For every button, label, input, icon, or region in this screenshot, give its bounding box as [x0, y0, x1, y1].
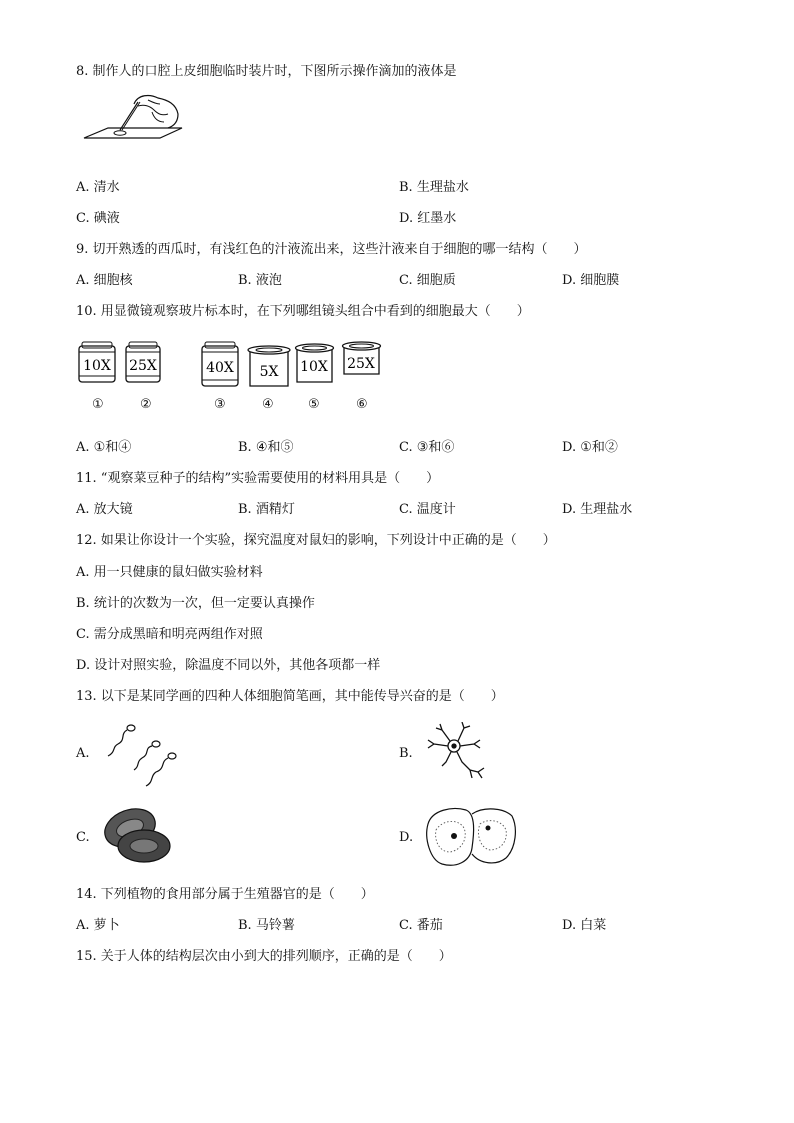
q13-option-d: D.	[399, 830, 414, 845]
lens-figure	[76, 338, 386, 398]
q11-option-d: D. 生理盐水	[562, 502, 633, 517]
epithelial-cells-figure	[422, 804, 520, 870]
neuron-figure	[424, 722, 490, 784]
lens-1-number: ①	[92, 397, 104, 412]
q9-option-a: A. 细胞核	[76, 273, 133, 288]
q14-option-a: A. 萝卜	[76, 918, 120, 933]
q9-stem: 9. 切开熟透的西瓜时，有浅红色的汁液流出来，这些汁液来自于细胞的哪一结构（ ）	[76, 242, 587, 257]
q8-option-b: B. 生理盐水	[399, 180, 469, 195]
q10-option-d: D. ①和②	[562, 440, 618, 455]
q13-option-a: A.	[76, 746, 90, 761]
q11-option-b: B. 酒精灯	[238, 502, 295, 517]
q10-option-c: C. ③和⑥	[399, 440, 455, 455]
lens-4-label: 5X	[259, 364, 279, 380]
lens-6	[343, 342, 381, 374]
q9-option-d: D. 细胞膜	[562, 273, 620, 288]
lens-2-label: 25X	[129, 358, 157, 374]
lens-2-number: ②	[140, 397, 152, 412]
q14-option-b: B. 马铃薯	[238, 918, 295, 933]
lens-4	[248, 346, 290, 386]
q12-option-a: A. 用一只健康的鼠妇做实验材料	[76, 565, 263, 580]
lens-6-number: ⑥	[356, 397, 368, 412]
lens-5-label: 10X	[300, 359, 328, 375]
q13-option-c: C.	[76, 830, 90, 845]
q14-option-d: D. 白菜	[562, 918, 607, 933]
q10-option-a: A. ①和④	[76, 440, 132, 455]
q15-stem: 15. 关于人体的结构层次由小到大的排列顺序，正确的是（ ）	[76, 949, 452, 964]
q9-option-b: B. 液泡	[238, 273, 282, 288]
q8-option-d: D. 红墨水	[399, 211, 457, 226]
q8-option-c: C. 碘液	[76, 211, 120, 226]
lens-5	[296, 344, 334, 382]
q11-option-c: C. 温度计	[399, 502, 456, 517]
q8-option-a: A. 清水	[76, 180, 120, 195]
dropper-slide-figure	[78, 92, 186, 152]
lens-3-number: ③	[214, 397, 226, 412]
q13-stem: 13. 以下是某同学画的四种人体细胞简笔画，其中能传导兴奋的是（ ）	[76, 689, 504, 704]
q13-option-b: B.	[399, 746, 413, 761]
q9-option-c: C. 细胞质	[399, 273, 456, 288]
q11-option-a: A. 放大镜	[76, 502, 133, 517]
q14-stem: 14. 下列植物的食用部分属于生殖器官的是（ ）	[76, 887, 374, 902]
q12-option-b: B. 统计的次数为一次，但一定要认真操作	[76, 596, 315, 611]
q14-option-c: C. 番茄	[399, 918, 443, 933]
lens-1	[79, 342, 115, 382]
q12-option-d: D. 设计对照实验，除温度不同以外，其他各项都一样	[76, 658, 381, 673]
lens-4-number: ④	[262, 397, 274, 412]
red-blood-cells-figure	[100, 806, 172, 866]
lens-3	[202, 342, 238, 386]
lens-6-label: 25X	[347, 356, 375, 372]
q10-option-b: B. ④和⑤	[238, 440, 294, 455]
lens-1-label: 10X	[83, 358, 111, 374]
lens-5-number: ⑤	[308, 397, 320, 412]
sperm-cells-figure	[98, 720, 178, 790]
q11-stem: 11. “观察菜豆种子的结构”实验需要使用的材料用具是（ ）	[76, 471, 440, 486]
q12-stem: 12. 如果让你设计一个实验，探究温度对鼠妇的影响，下列设计中正确的是（ ）	[76, 533, 556, 548]
q12-option-c: C. 需分成黑暗和明亮两组作对照	[76, 627, 263, 642]
lens-3-label: 40X	[206, 360, 234, 376]
lens-2	[126, 342, 160, 382]
q10-stem: 10. 用显微镜观察玻片标本时，在下列哪组镜头组合中看到的细胞最大（ ）	[76, 304, 530, 319]
q8-stem: 8. 制作人的口腔上皮细胞临时装片时，下图所示操作滴加的液体是	[76, 64, 457, 79]
